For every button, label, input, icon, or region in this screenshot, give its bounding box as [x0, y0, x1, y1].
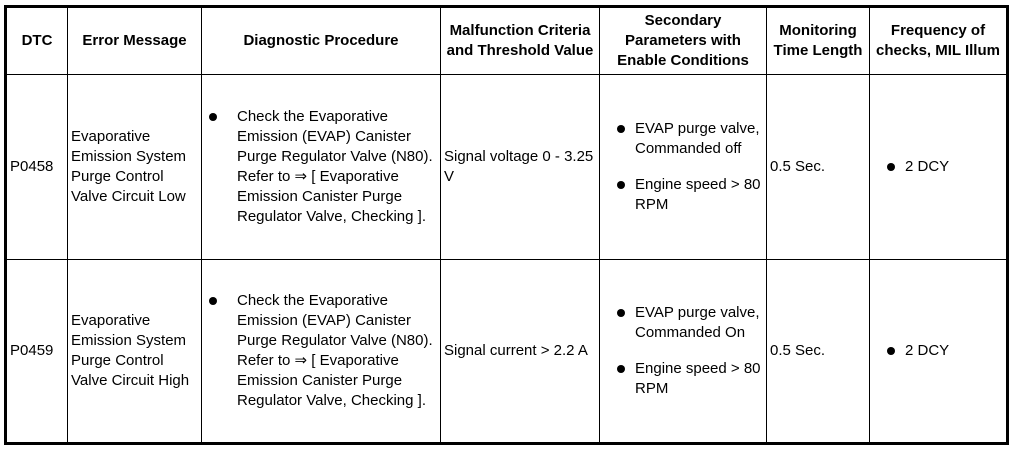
frequency-list — [873, 341, 1003, 361]
parameters-list — [603, 119, 763, 215]
parameters-list — [603, 303, 763, 399]
cell-dtc: P0459 — [6, 260, 68, 444]
header-monitoring-time: Monitoring Time Length — [767, 7, 870, 75]
header-dtc: DTC — [6, 7, 68, 75]
header-diagnostic-procedure: Diagnostic Procedure — [202, 7, 441, 75]
list-item: 2 DCY — [873, 341, 1003, 361]
cell-monitoring-time: 0.5 Sec. — [767, 75, 870, 260]
table-row — [6, 75, 1008, 260]
cell-diagnostic-procedure — [202, 75, 441, 260]
header-malfunction-criteria: Malfunction Criteria and Threshold Value — [441, 7, 600, 75]
list-item: Check the Evaporative Emission (EVAP) Canister Purge Regulator Valve (N80). Refer to ⇒ [ Evaporative Emission Canister Purge Regulator Valve, Checking ]. — [205, 107, 437, 227]
cell-diagnostic-procedure — [202, 260, 441, 444]
cell-malfunction-criteria: Signal voltage 0 - 3.25 V — [441, 75, 600, 260]
cell-secondary-parameters — [600, 260, 767, 444]
cell-error-message: Evaporative Emission System Purge Control Valve Circuit Low — [68, 75, 202, 260]
cell-frequency — [870, 260, 1008, 444]
list-item: EVAP purge valve, Commanded off — [603, 119, 763, 159]
cell-malfunction-criteria: Signal current > 2.2 A — [441, 260, 600, 444]
header-frequency: Frequency of checks, MIL Illum — [870, 7, 1008, 75]
cell-dtc: P0458 — [6, 75, 68, 260]
cell-frequency — [870, 75, 1008, 260]
header-error-message: Error Message — [68, 7, 202, 75]
cell-secondary-parameters — [600, 75, 767, 260]
list-item: EVAP purge valve, Commanded On — [603, 303, 763, 343]
table-row — [6, 260, 1008, 444]
cell-error-message: Evaporative Emission System Purge Control Valve Circuit High — [68, 260, 202, 444]
diagnostic-list — [205, 107, 437, 227]
list-item: Engine speed > 80 RPM — [603, 175, 763, 215]
frequency-list — [873, 157, 1003, 177]
list-item: Engine speed > 80 RPM — [603, 359, 763, 399]
cell-monitoring-time: 0.5 Sec. — [767, 260, 870, 444]
list-item: Check the Evaporative Emission (EVAP) Canister Purge Regulator Valve (N80). Refer to ⇒ [ Evaporative Emission Canister Purge Regulator Valve, Checking ]. — [205, 291, 437, 411]
header-secondary-parameters: Secondary Parameters with Enable Conditions — [600, 7, 767, 75]
dtc-table-container — [4, 5, 1009, 445]
diagnostic-list — [205, 291, 437, 411]
table-header-row — [6, 7, 1008, 75]
dtc-table — [4, 5, 1009, 445]
list-item: 2 DCY — [873, 157, 1003, 177]
